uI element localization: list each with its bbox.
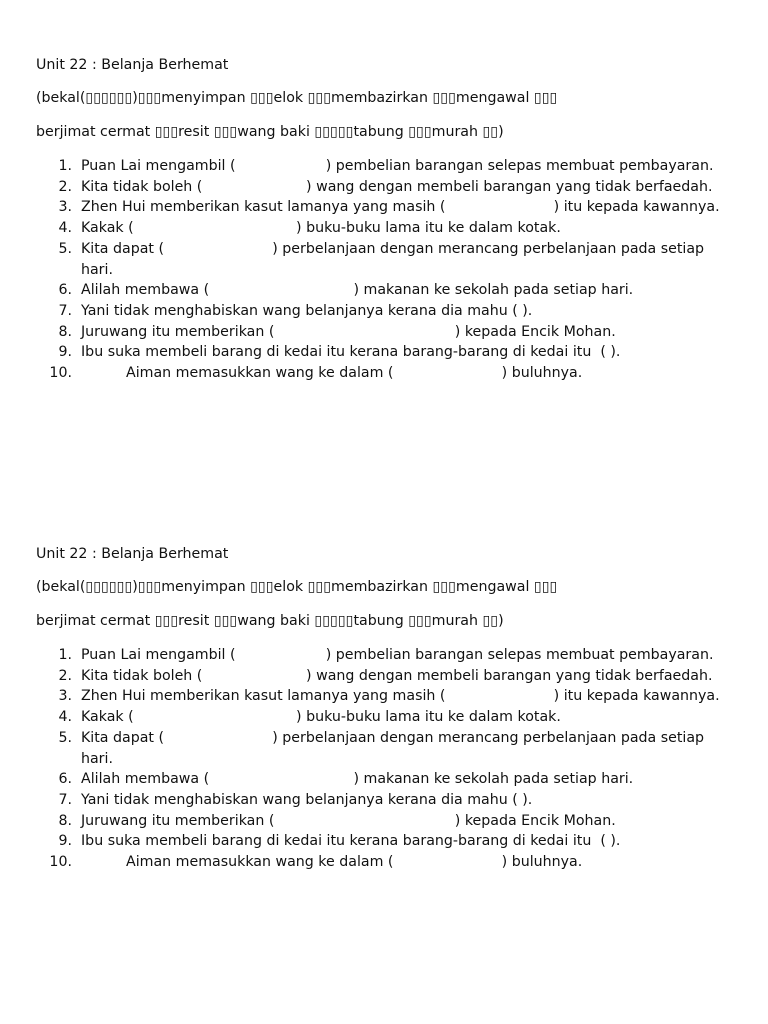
word-bank-line-2: berjimat cermat ▯▯▯resit ▯▯▯wang baki ▯▯▯▯▯tabung ▯▯▯murah ▯▯) [36,124,504,140]
question-item [36,707,736,728]
question-number: 6. [58,282,72,299]
question-list [36,645,736,873]
question-text: Zhen Hui memberikan kasut lamanya yang masih ( ) itu kepada kawannya. [81,199,720,216]
question-text: Kita dapat ( ) perbelanjaan dengan merancang perbelanjaan pada setiap hari. [81,729,709,767]
question-item [36,218,736,239]
question-text: Kita tidak boleh ( ) wang dengan membeli barangan yang tidak berfaedah. [81,667,713,684]
question-text: Alilah membawa ( ) makanan ke sekolah pada setiap hari. [81,771,634,788]
question-number: 1. [58,647,72,663]
question-text: Kita tidak boleh ( ) wang dengan membeli barangan yang tidak berfaedah. [81,178,713,195]
question-text: Aiman memasukkan wang ke dalam ( ) buluhnya. [126,854,583,871]
question-text: Ibu suka membeli barang di kedai itu kerana barang-barang di kedai itu ( ). [81,833,621,850]
question-number: 3. [58,199,72,216]
word-bank-line-2: berjimat cermat ▯▯▯resit ▯▯▯wang baki ▯▯▯▯▯tabung ▯▯▯murah ▯▯) [36,613,504,629]
question-number: 9. [58,833,72,850]
question-number: 2. [58,667,72,684]
question-number: 10. [49,365,72,382]
question-item [36,156,736,177]
question-text: Juruwang itu memberikan ( ) kepada Encik Mohan. [81,323,616,340]
worksheet-title: Unit 22 : Belanja Berhemat [36,546,229,562]
question-item [36,197,736,218]
question-item [36,852,736,873]
question-text: Yani tidak menghabiskan wang belanjanya kerana dia mahu ( ). [81,302,533,319]
question-item [36,301,736,322]
question-text: Puan Lai mengambil ( ) pembelian barangan selepas membuat pembayaran. [81,647,714,663]
question-number: 8. [58,812,72,829]
question-text: Aiman memasukkan wang ke dalam ( ) buluhnya. [126,365,583,382]
question-item [36,177,736,198]
question-number: 5. [58,240,72,257]
question-item [36,811,736,832]
worksheet-1 [36,55,736,384]
question-number: 7. [58,791,72,808]
question-text: Puan Lai mengambil ( ) pembelian barangan selepas membuat pembayaran. [81,158,714,174]
word-bank-line-1: (bekal(▯▯▯▯▯▯)▯▯▯menyimpan ▯▯▯elok ▯▯▯membazirkan ▯▯▯mengawal ▯▯▯ [36,90,558,106]
question-number: 4. [58,220,72,237]
question-number: 5. [58,729,72,746]
question-number: 1. [58,158,72,174]
question-item [36,769,736,790]
question-text: Kakak ( ) buku-buku lama itu ke dalam kotak. [81,709,561,726]
question-item [36,239,736,280]
question-number: 3. [58,688,72,705]
worksheet-2 [36,544,736,873]
question-item [36,645,736,666]
question-item [36,363,736,384]
question-text: Yani tidak menghabiskan wang belanjanya kerana dia mahu ( ). [81,791,533,808]
question-number: 10. [49,854,72,871]
question-item [36,322,736,343]
question-number: 9. [58,344,72,361]
question-text: Kita dapat ( ) perbelanjaan dengan merancang perbelanjaan pada setiap hari. [81,240,709,278]
question-item [36,790,736,811]
question-item [36,831,736,852]
question-number: 8. [58,323,72,340]
question-number: 2. [58,178,72,195]
question-text: Zhen Hui memberikan kasut lamanya yang masih ( ) itu kepada kawannya. [81,688,720,705]
question-number: 7. [58,302,72,319]
question-text: Alilah membawa ( ) makanan ke sekolah pada setiap hari. [81,282,634,299]
question-item [36,342,736,363]
question-text: Juruwang itu memberikan ( ) kepada Encik Mohan. [81,812,616,829]
question-text: Ibu suka membeli barang di kedai itu kerana barang-barang di kedai itu ( ). [81,344,621,361]
question-item [36,686,736,707]
question-number: 6. [58,771,72,788]
worksheet-title: Unit 22 : Belanja Berhemat [36,57,229,73]
question-number: 4. [58,709,72,726]
question-list [36,156,736,384]
question-item [36,280,736,301]
word-bank-line-1: (bekal(▯▯▯▯▯▯)▯▯▯menyimpan ▯▯▯elok ▯▯▯membazirkan ▯▯▯mengawal ▯▯▯ [36,579,558,595]
question-item [36,728,736,769]
question-item [36,666,736,687]
question-text: Kakak ( ) buku-buku lama itu ke dalam kotak. [81,220,561,237]
